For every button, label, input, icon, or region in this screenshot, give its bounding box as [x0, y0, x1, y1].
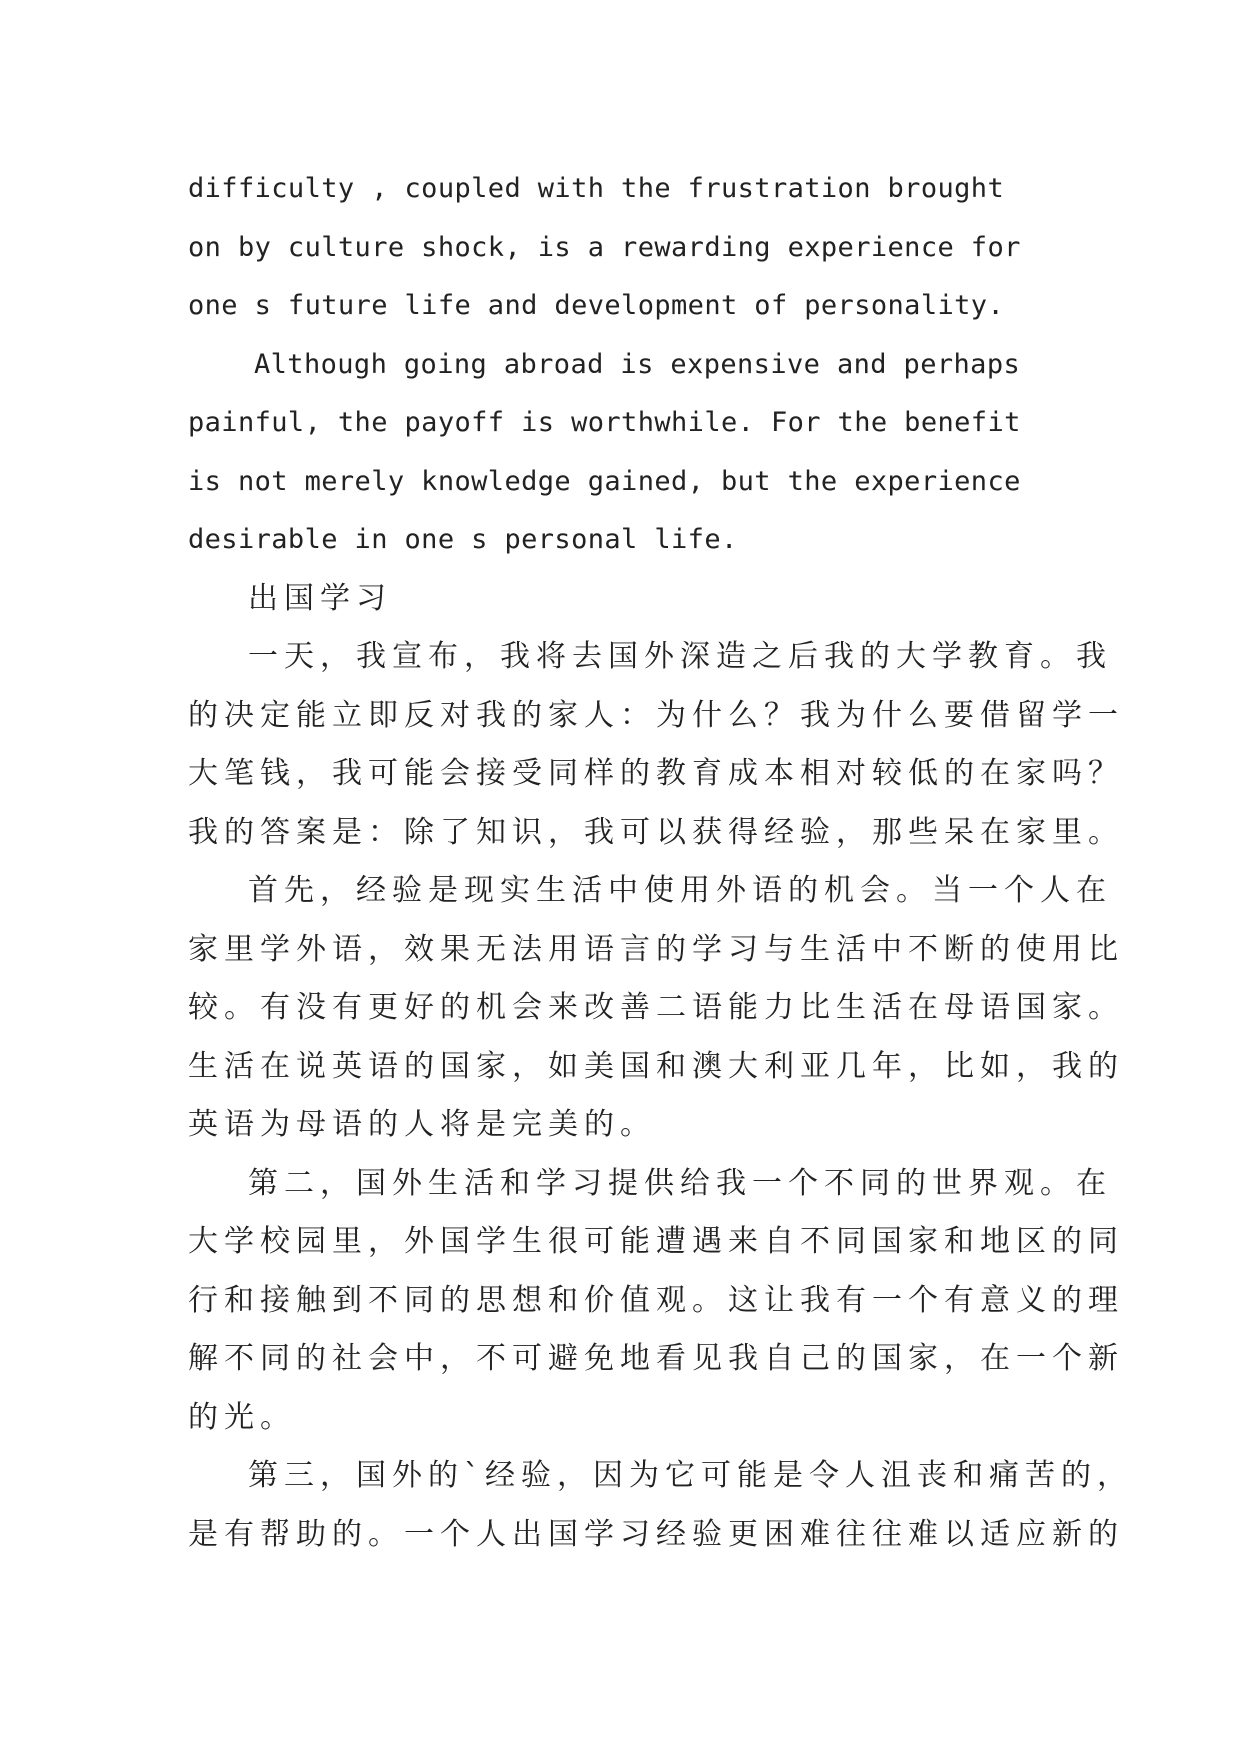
- text-line: 较。有没有更好的机会来改善二语能力比生活在母语国家。: [188, 990, 1124, 1025]
- text-line: is not merely knowledge gained, but the experience: [188, 465, 1021, 497]
- text-line: 家里学外语，效果无法用语言的学习与生活中不断的使用比: [188, 931, 1124, 967]
- text-line: 的光。: [188, 1399, 296, 1435]
- text-line: one s future life and development of personality.: [188, 290, 1005, 321]
- section-heading: [188, 570, 1054, 629]
- text-line: 生活在说英语的国家，如美国和澳大利亚几年，比如，我的: [188, 1048, 1124, 1084]
- text-line: 第三，国外的`经验，因为它可能是令人沮丧和痛苦的，: [248, 1458, 1133, 1493]
- document-body: [188, 160, 1133, 1564]
- paragraph-chinese-2: [188, 862, 1124, 1155]
- text-line: 第二，国外生活和学习提供给我一个不同的世界观。在: [248, 1165, 1112, 1201]
- paragraph-chinese-1: [188, 628, 1124, 862]
- text-line: 的决定能立即反对我的家人：为什么？我为什么要借留学一: [188, 697, 1124, 733]
- text-line: 我的答案是：除了知识，我可以获得经验，那些呆在家里。: [188, 814, 1124, 850]
- text-line: 首先，经验是现实生活中使用外语的机会。当一个人在: [248, 873, 1112, 908]
- paragraph-english-2: [188, 336, 1054, 570]
- text-line: 大学校园里，外国学生很可能遭遇来自不同国家和地区的同: [188, 1224, 1124, 1259]
- text-line: 行和接触到不同的思想和价值观。这让我有一个有意义的理: [188, 1282, 1124, 1318]
- text-line: difficulty , coupled with the frustration brought: [188, 173, 1005, 204]
- text-line: desirable in one s personal life.: [188, 524, 738, 555]
- text-line: 出国学习: [248, 580, 392, 616]
- paragraph-chinese-3: [188, 1155, 1124, 1448]
- text-line: on by culture shock, is a rewarding experience for: [188, 231, 1021, 263]
- text-line: painful, the payoff is worthwhile. For the benefit: [188, 407, 1021, 438]
- paragraph-chinese-4: [188, 1447, 1133, 1564]
- text-line: 英语为母语的人将是完美的。: [188, 1107, 656, 1142]
- text-line: 解不同的社会中，不可避免地看见我自己的国家，在一个新: [188, 1341, 1124, 1376]
- text-line: 大笔钱，我可能会接受同样的教育成本相对较低的在家吗？: [188, 756, 1124, 791]
- text-line: Although going abroad is expensive and perhaps: [254, 348, 1021, 380]
- paragraph-english-1: [188, 160, 1054, 336]
- text-line: 是有帮助的。一个人出国学习经验更困难往往难以适应新的: [188, 1516, 1124, 1552]
- text-line: 一天，我宣布，我将去国外深造之后我的大学教育。我: [248, 639, 1112, 674]
